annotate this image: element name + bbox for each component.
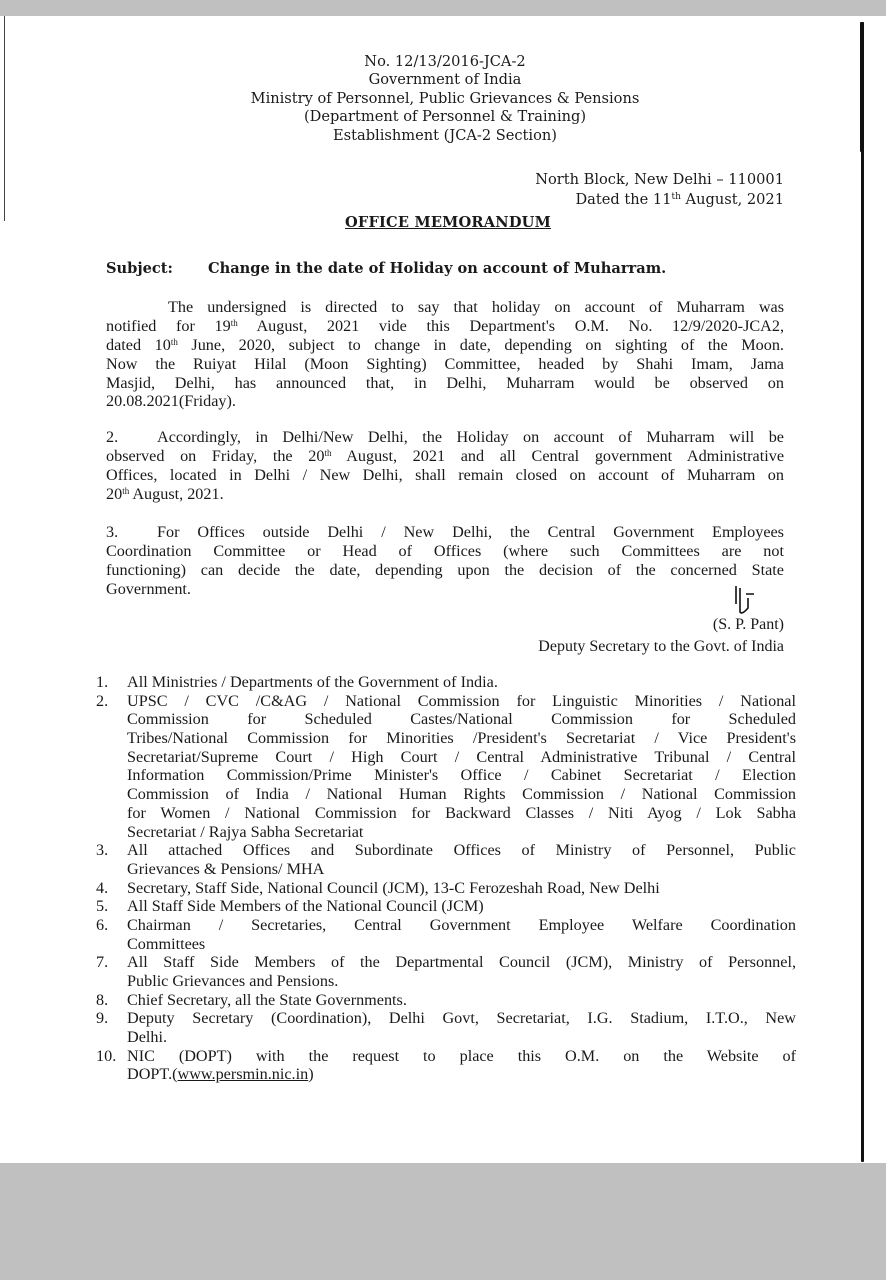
page-right-edge-shadow bbox=[860, 22, 864, 152]
distribution-item-number: 3. bbox=[96, 841, 109, 860]
paragraph-line: Masjid, Delhi, has announced that, in Delhi, Muharram would be observed on bbox=[106, 373, 784, 392]
distribution-item-line: Tribes/National Commission for Minorities /President's Secretariat / Vice President's bbox=[127, 729, 796, 748]
ministry-name: Ministry of Personnel, Public Grievances & Pensions bbox=[250, 89, 640, 107]
office-address: North Block, New Delhi – 110001 bbox=[535, 171, 784, 188]
file-number: No. 12/13/2016-JCA-2 bbox=[364, 53, 526, 70]
government-name: Government of India bbox=[368, 71, 522, 89]
paragraph-line: 2. Accordingly, in Delhi/New Delhi, the Holiday on account of Muharram will be bbox=[106, 428, 784, 446]
paragraph-line: Now the Ruiyat Hilal (Moon Sighting) Committee, headed by Shahi Imam, Jama bbox=[106, 354, 784, 373]
memo-title: OFFICE MEMORANDUM bbox=[345, 214, 551, 231]
distribution-item bbox=[96, 673, 796, 692]
document-page bbox=[0, 16, 886, 1163]
distribution-item-number: 5. bbox=[96, 897, 109, 916]
paragraph-number: 3. bbox=[106, 523, 119, 541]
distribution-item-line: NIC (DOPT) with the request to place this O.M. on the Website of bbox=[127, 1046, 796, 1065]
distribution-item-line: DOPT.(www.persmin.nic.in) bbox=[127, 1065, 314, 1084]
letterhead bbox=[200, 53, 690, 145]
distribution-item bbox=[96, 953, 796, 990]
paragraph-line: dated 10th June, 2020, subject to change in date, depending on sighting of the Moon. bbox=[106, 335, 784, 354]
distribution-item-line: Secretariat / Rajya Sabha Secretariat bbox=[127, 822, 364, 841]
paragraph-line: observed on Friday, the 20th August, 2021 and all Central government Administrative bbox=[106, 446, 785, 465]
distribution-item-line: Committees bbox=[127, 934, 206, 953]
paragraph-line: Government. bbox=[106, 579, 191, 598]
ordinal-suffix: th bbox=[324, 447, 332, 458]
distribution-item bbox=[96, 991, 796, 1010]
ordinal-suffix: th bbox=[170, 336, 178, 347]
memo-date: Dated the 11th August, 2021 bbox=[575, 191, 784, 208]
distribution-item-line: Commission of India / National Human Rights Commission / National Commission bbox=[127, 785, 796, 804]
distribution-item bbox=[96, 1009, 796, 1046]
distribution-item-line: Delhi. bbox=[127, 1028, 168, 1047]
distribution-item-number: 10. bbox=[96, 1046, 117, 1065]
page-left-edge bbox=[4, 16, 5, 221]
distribution-item bbox=[96, 897, 796, 916]
distribution-item-line: Deputy Secretary (Coordination), Delhi Govt, Secretariat, I.G. Stadium, I.T.O., New bbox=[127, 1009, 796, 1028]
paragraph-line: 20th August, 2021. bbox=[106, 484, 224, 503]
paragraph-number: 2. bbox=[106, 428, 119, 446]
distribution-item-line: All Ministries / Departments of the Government of India. bbox=[127, 673, 498, 691]
paragraph-2 bbox=[106, 428, 784, 504]
website-link[interactable]: www.persmin.nic.in bbox=[177, 1065, 309, 1084]
distribution-item-line: for Women / National Commission for Backward Classes / Niti Ayog / Lok Sabha bbox=[127, 803, 796, 822]
distribution-item-number: 1. bbox=[96, 673, 109, 691]
paragraph-3 bbox=[106, 523, 784, 599]
subject-text: Change in the date of Holiday on account of Muharram. bbox=[208, 260, 667, 277]
paragraph-line: functioning) can decide the date, depending upon the decision of the concerned State bbox=[106, 560, 784, 579]
ordinal-suffix: th bbox=[122, 485, 130, 496]
paragraph-line: notified for 19th August, 2021 vide this Department's O.M. No. 12/9/2020-JCA2, bbox=[106, 316, 784, 335]
distribution-item-line: Chief Secretary, all the State Governments. bbox=[127, 990, 407, 1009]
paragraph-line: The undersigned is directed to say that holiday on account of Muharram was bbox=[168, 298, 784, 316]
distribution-item-line: Public Grievances and Pensions. bbox=[127, 972, 339, 990]
signature-mark bbox=[730, 584, 758, 616]
distribution-item-line: Secretariat/Supreme Court / High Court / Central Administrative Tribunal / Central bbox=[127, 747, 796, 766]
distribution-item-number: 9. bbox=[96, 1009, 109, 1028]
ordinal-suffix: th bbox=[230, 317, 238, 328]
distribution-item-line: UPSC / CVC /C&AG / National Commission for Linguistic Minorities / National bbox=[127, 691, 796, 710]
paragraph-line: 3. For Offices outside Delhi / New Delhi, the Central Government Employees bbox=[106, 523, 784, 541]
distribution-item-line: Secretary, Staff Side, National Council (JCM), 13-C Ferozeshah Road, New Delhi bbox=[127, 878, 660, 897]
distribution-item-number: 6. bbox=[96, 915, 109, 934]
distribution-item-line: All Staff Side Members of the Departmental Council (JCM), Ministry of Personnel, bbox=[127, 953, 796, 972]
distribution-item bbox=[96, 916, 796, 953]
department-name: (Department of Personnel & Training) bbox=[303, 108, 587, 126]
distribution-item-line: Grievances & Pensions/ MHA bbox=[127, 859, 325, 878]
distribution-list bbox=[96, 673, 796, 1084]
distribution-item-line: Chairman / Secretaries, Central Government Employee Welfare Coordination bbox=[127, 915, 796, 934]
signatory-designation: Deputy Secretary to the Govt. of India bbox=[538, 638, 784, 655]
distribution-item bbox=[96, 879, 796, 898]
subject-label: Subject: bbox=[106, 260, 173, 277]
paragraph-1 bbox=[106, 298, 784, 411]
distribution-item-line: Commission for Scheduled Castes/National Commission for Scheduled bbox=[127, 710, 796, 729]
paragraph-line: 20.08.2021(Friday). bbox=[106, 392, 236, 411]
section-name: Establishment (JCA-2 Section) bbox=[333, 126, 557, 144]
distribution-item bbox=[96, 1047, 796, 1084]
distribution-item bbox=[96, 692, 796, 842]
distribution-item bbox=[96, 841, 796, 878]
distribution-item-line: All Staff Side Members of the National Council (JCM) bbox=[127, 897, 484, 916]
signatory-name: (S. P. Pant) bbox=[712, 616, 784, 633]
distribution-item-line: Information Commission/Prime Minister's Office / Cabinet Secretariat / Election bbox=[127, 766, 796, 785]
page-right-edge bbox=[861, 22, 864, 1162]
distribution-item-number: 7. bbox=[96, 953, 109, 972]
distribution-item-number: 2. bbox=[96, 691, 109, 710]
paragraph-line: Coordination Committee or Head of Offices (where such Committees are not bbox=[106, 541, 784, 560]
distribution-item-number: 8. bbox=[96, 990, 109, 1009]
distribution-item-number: 4. bbox=[96, 878, 109, 897]
address-block bbox=[535, 170, 784, 210]
paragraph-line: Offices, located in Delhi / New Delhi, shall remain closed on account of Muharram on bbox=[106, 465, 784, 484]
distribution-item-line: All attached Offices and Subordinate Offices of Ministry of Personnel, Public bbox=[127, 841, 796, 860]
